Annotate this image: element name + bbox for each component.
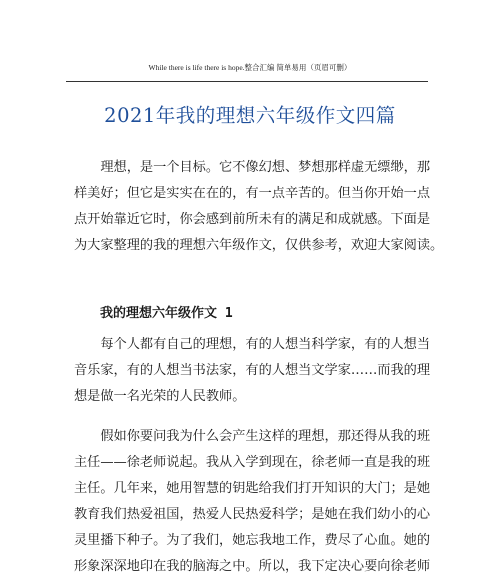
section1-paragraph-1 [74, 332, 434, 410]
document-title: 2021年我的理想六年级作文四篇 [104, 104, 396, 127]
intro-line: 样美好；但它是实实在在的，有一点辛苦的。但当你开始一点 [74, 186, 431, 201]
paragraph-line: 灵里播下种子。为了我们，她忘我地工作，费尽了心血。她的 [74, 533, 431, 548]
header-rule [66, 81, 428, 82]
paragraph-line: 形象深深地印在我的脑海之中。所以，我下定决心要向徐老师 [74, 559, 431, 574]
intro-line: 为大家整理的我的理想六年级作文，仅供参考，欢迎大家阅读。 [74, 238, 444, 253]
intro-paragraph [74, 155, 444, 259]
paragraph-line: 音乐家，有的人想当书法家，有的人想当文学家……而我的理 [74, 363, 431, 378]
paragraph-line: 教育我们热爱祖国，热爱人民热爱科学；是她在我们幼小的心 [74, 507, 431, 522]
paragraph-line: 主任——徐老师说起。我从入学到现在，徐老师一直是我的班 [74, 455, 431, 470]
paragraph-line: 假如你要问我为什么会产生这样的理想，那还得从我的班 [74, 429, 431, 444]
page-header: While there is life there is hope.整合汇编 简单易用（页眉可删） [148, 63, 352, 72]
section-heading: 我的理想六年级作文 1 [100, 306, 233, 321]
paragraph-line: 主任。几年来，她用智慧的钥匙给我们打开知识的大门；是她 [74, 481, 431, 496]
intro-line: 理想，是一个目标。它不像幻想、梦想那样虚无缥缈，那 [74, 160, 431, 175]
paragraph-line: 想是做一名光荣的人民教师。 [74, 389, 246, 404]
intro-line: 点开始靠近它时，你会感到前所未有的满足和成就感。下面是 [74, 212, 431, 227]
section1-paragraph-2 [74, 424, 434, 580]
paragraph-line: 每个人都有自己的理想，有的人想当科学家，有的人想当 [74, 337, 431, 352]
